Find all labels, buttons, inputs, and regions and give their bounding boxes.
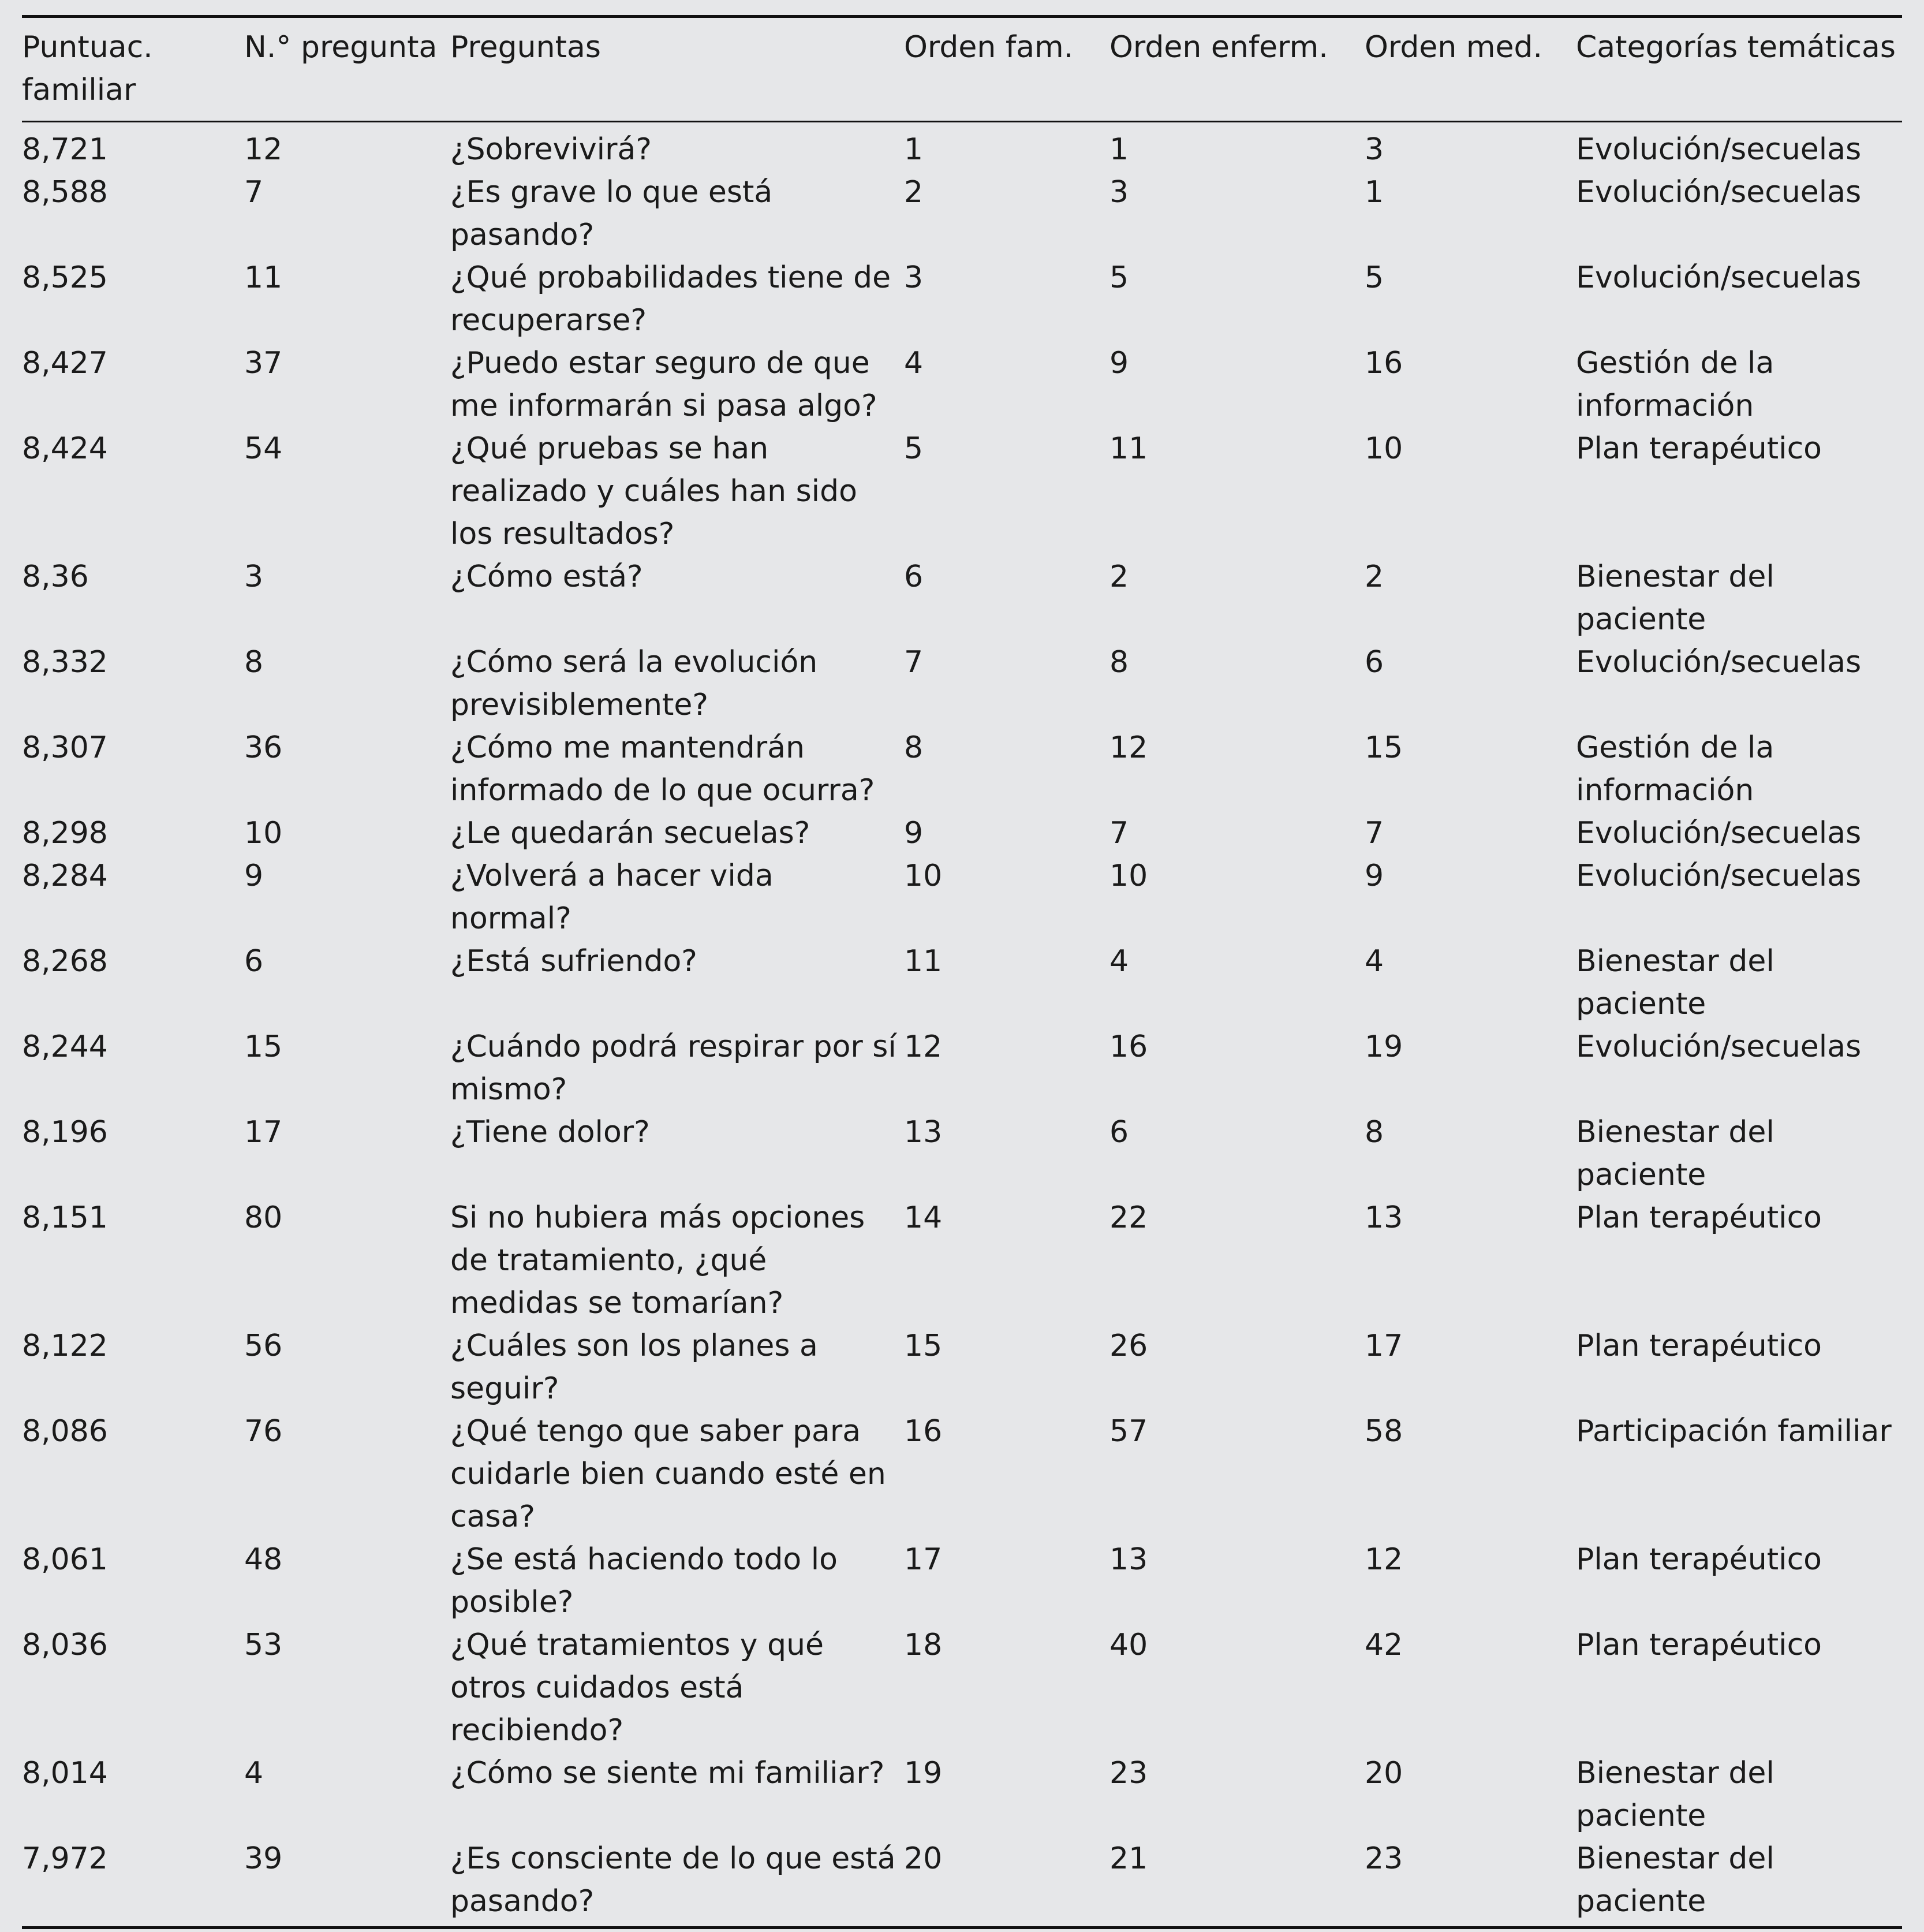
- cell-category: Participación familiar: [1576, 1414, 1892, 1449]
- cell-order-doctor: 58: [1365, 1414, 1403, 1449]
- cell-question: ¿Cómo se siente mi familiar?: [450, 1756, 885, 1791]
- cell-order-doctor: 6: [1365, 645, 1384, 680]
- cell-order-family: 18: [904, 1628, 943, 1662]
- cell-order-nurse: 12: [1109, 730, 1148, 765]
- cell-question-number: 54: [244, 431, 283, 466]
- cell-order-nurse: 22: [1109, 1200, 1148, 1235]
- header-row: [22, 18, 1902, 121]
- cell-category: Evolución/secuelas: [1576, 132, 1862, 167]
- cell-order-doctor: 23: [1365, 1841, 1403, 1876]
- cell-question: ¿Tiene dolor?: [450, 1115, 650, 1150]
- cell-category: Bienestar del paciente: [1576, 1756, 1774, 1833]
- cell-order-nurse: 2: [1109, 560, 1129, 594]
- cell-category: Plan terapéutico: [1576, 431, 1822, 466]
- cell-category: Plan terapéutico: [1576, 1628, 1822, 1662]
- cell-order-doctor: 2: [1365, 560, 1384, 594]
- table-row: [22, 641, 1902, 726]
- table-row: [22, 1837, 1902, 1926]
- cell-category: Evolución/secuelas: [1576, 175, 1862, 210]
- cell-category: Evolución/secuelas: [1576, 859, 1862, 893]
- cell-order-doctor: 17: [1365, 1329, 1403, 1363]
- cell-question-number: 15: [244, 1030, 283, 1064]
- cell-question: ¿Es consciente de lo que está pasando?: [450, 1841, 896, 1919]
- cell-order-family: 12: [904, 1030, 943, 1064]
- cell-score: 8,298: [22, 816, 108, 851]
- cell-question: ¿Volverá a hacer vida normal?: [450, 859, 774, 936]
- cell-category: Evolución/secuelas: [1576, 1030, 1862, 1064]
- cell-order-family: 20: [904, 1841, 943, 1876]
- cell-order-doctor: 20: [1365, 1756, 1403, 1791]
- cell-score: 8,086: [22, 1414, 108, 1449]
- cell-order-family: 13: [904, 1115, 943, 1150]
- cell-score: 8,588: [22, 175, 108, 210]
- cell-order-family: 7: [904, 645, 924, 680]
- cell-order-doctor: 19: [1365, 1030, 1403, 1064]
- cell-order-doctor: 42: [1365, 1628, 1403, 1662]
- cell-order-family: 6: [904, 560, 924, 594]
- cell-question: ¿Puedo estar seguro de que me informarán si pasa algo?: [450, 346, 877, 423]
- cell-order-family: 15: [904, 1329, 943, 1363]
- cell-order-nurse: 26: [1109, 1329, 1148, 1363]
- cell-question: ¿Le quedarán secuelas?: [450, 816, 810, 851]
- cell-order-nurse: 5: [1109, 260, 1129, 295]
- cell-order-family: 19: [904, 1756, 943, 1791]
- table-row: [22, 1025, 1902, 1111]
- cell-order-family: 2: [904, 175, 924, 210]
- cell-question-number: 17: [244, 1115, 283, 1150]
- cell-category: Bienestar del paciente: [1576, 1841, 1774, 1919]
- cell-category: Evolución/secuelas: [1576, 645, 1862, 680]
- cell-order-family: 17: [904, 1542, 943, 1577]
- table-row: [22, 1325, 1902, 1410]
- cell-order-family: 9: [904, 816, 924, 851]
- header-question: Preguntas: [450, 30, 601, 65]
- table-row: [22, 940, 1902, 1025]
- cell-question-number: 6: [244, 944, 264, 979]
- cell-order-nurse: 9: [1109, 346, 1129, 381]
- cell-order-family: 4: [904, 346, 924, 381]
- cell-order-nurse: 6: [1109, 1115, 1129, 1150]
- cell-score: 8,307: [22, 730, 108, 765]
- cell-score: 8,427: [22, 346, 108, 381]
- cell-question: ¿Qué tengo que saber para cuidarle bien cuando esté en casa?: [450, 1414, 886, 1534]
- cell-question-number: 76: [244, 1414, 283, 1449]
- header-score: Puntuac. familiar: [22, 30, 153, 107]
- cell-score: 8,014: [22, 1756, 108, 1791]
- cell-category: Plan terapéutico: [1576, 1542, 1822, 1577]
- cell-order-family: 1: [904, 132, 924, 167]
- cell-order-doctor: 4: [1365, 944, 1384, 979]
- cell-score: 8,122: [22, 1329, 108, 1363]
- cell-order-doctor: 9: [1365, 859, 1384, 893]
- cell-question-number: 12: [244, 132, 283, 167]
- cell-order-doctor: 10: [1365, 431, 1403, 466]
- cell-question-number: 11: [244, 260, 283, 295]
- cell-score: 8,268: [22, 944, 108, 979]
- cell-order-nurse: 13: [1109, 1542, 1148, 1577]
- cell-order-nurse: 11: [1109, 431, 1148, 466]
- cell-order-family: 8: [904, 730, 924, 765]
- table-row: [22, 812, 1902, 855]
- cell-category: Evolución/secuelas: [1576, 260, 1862, 295]
- cell-question: ¿Se está haciendo todo lo posible?: [450, 1542, 838, 1620]
- cell-question-number: 36: [244, 730, 283, 765]
- table-row: [22, 1111, 1902, 1196]
- table-header: [22, 18, 1902, 121]
- cell-question-number: 9: [244, 859, 264, 893]
- cell-category: Bienestar del paciente: [1576, 944, 1774, 1021]
- cell-question-number: 80: [244, 1200, 283, 1235]
- header-order-nurse: Orden enferm.: [1109, 30, 1328, 65]
- header-question-number: N.° pregunta: [244, 30, 438, 65]
- cell-order-nurse: 21: [1109, 1841, 1148, 1876]
- header-order-family: Orden fam.: [904, 30, 1074, 65]
- table-row: [22, 1196, 1902, 1325]
- questions-table: [22, 18, 1902, 121]
- table-bottom-rule: [22, 1926, 1902, 1929]
- cell-question-number: 4: [244, 1756, 264, 1791]
- cell-order-doctor: 7: [1365, 816, 1384, 851]
- cell-question-number: 7: [244, 175, 264, 210]
- cell-order-family: 10: [904, 859, 943, 893]
- cell-order-nurse: 8: [1109, 645, 1129, 680]
- table-row: [22, 1624, 1902, 1752]
- cell-score: 8,196: [22, 1115, 108, 1150]
- cell-order-nurse: 10: [1109, 859, 1148, 893]
- table-body: [22, 122, 1902, 1926]
- cell-order-family: 3: [904, 260, 924, 295]
- cell-question-number: 56: [244, 1329, 283, 1363]
- header-order-doctor: Orden med.: [1365, 30, 1543, 65]
- table-row: [22, 342, 1902, 427]
- cell-order-doctor: 12: [1365, 1542, 1403, 1577]
- cell-category: Bienestar del paciente: [1576, 560, 1774, 637]
- cell-order-doctor: 5: [1365, 260, 1384, 295]
- cell-question: ¿Cuáles son los planes a seguir?: [450, 1329, 818, 1406]
- cell-order-doctor: 15: [1365, 730, 1403, 765]
- cell-order-doctor: 1: [1365, 175, 1384, 210]
- cell-category: Evolución/secuelas: [1576, 816, 1862, 851]
- cell-question: ¿Qué pruebas se han realizado y cuáles han sido los resultados?: [450, 431, 857, 551]
- cell-score: 7,972: [22, 1841, 108, 1876]
- table-row: [22, 726, 1902, 812]
- cell-score: 8,424: [22, 431, 108, 466]
- cell-category: Gestión de la información: [1576, 730, 1774, 808]
- cell-score: 8,284: [22, 859, 108, 893]
- cell-score: 8,332: [22, 645, 108, 680]
- cell-question: ¿Es grave lo que está pasando?: [450, 175, 773, 252]
- cell-question: ¿Cuándo podrá respirar por sí mismo?: [450, 1030, 896, 1107]
- table-row: [22, 256, 1902, 342]
- header-category: Categorías temáticas: [1576, 30, 1896, 65]
- cell-score: 8,36: [22, 560, 89, 594]
- cell-order-family: 16: [904, 1414, 943, 1449]
- cell-question: ¿Cómo me mantendrán informado de lo que ocurra?: [450, 730, 875, 808]
- cell-score: 8,151: [22, 1200, 108, 1235]
- cell-question-number: 10: [244, 816, 283, 851]
- cell-question-number: 8: [244, 645, 264, 680]
- cell-order-nurse: 40: [1109, 1628, 1148, 1662]
- cell-question-number: 3: [244, 560, 264, 594]
- cell-category: Plan terapéutico: [1576, 1329, 1822, 1363]
- cell-order-doctor: 16: [1365, 346, 1403, 381]
- table-row: [22, 1752, 1902, 1837]
- cell-score: 8,036: [22, 1628, 108, 1662]
- table-row: [22, 1410, 1902, 1538]
- cell-question-number: 48: [244, 1542, 283, 1577]
- cell-order-doctor: 8: [1365, 1115, 1384, 1150]
- questions-table-container: [22, 15, 1902, 1929]
- cell-score: 8,061: [22, 1542, 108, 1577]
- cell-question: ¿Sobrevivirá?: [450, 132, 652, 167]
- cell-question: ¿Qué tratamientos y qué otros cuidados está recibiendo?: [450, 1628, 824, 1748]
- cell-score: 8,525: [22, 260, 108, 295]
- cell-order-nurse: 23: [1109, 1756, 1148, 1791]
- questions-table-body: [22, 122, 1902, 1926]
- table-row: [22, 1538, 1902, 1624]
- cell-question: Si no hubiera más opciones de tratamiento, ¿qué medidas se tomarían?: [450, 1200, 865, 1321]
- cell-order-nurse: 4: [1109, 944, 1129, 979]
- cell-order-family: 14: [904, 1200, 943, 1235]
- cell-question-number: 53: [244, 1628, 283, 1662]
- cell-question-number: 39: [244, 1841, 283, 1876]
- cell-category: Plan terapéutico: [1576, 1200, 1822, 1235]
- cell-order-nurse: 1: [1109, 132, 1129, 167]
- cell-question: ¿Cómo será la evolución previsiblemente?: [450, 645, 818, 722]
- cell-order-nurse: 3: [1109, 175, 1129, 210]
- cell-order-nurse: 7: [1109, 816, 1129, 851]
- cell-order-family: 5: [904, 431, 924, 466]
- cell-question: ¿Qué probabilidades tiene de recuperarse?: [450, 260, 891, 338]
- cell-order-doctor: 13: [1365, 1200, 1403, 1235]
- cell-question-number: 37: [244, 346, 283, 381]
- cell-order-family: 11: [904, 944, 943, 979]
- table-row: [22, 171, 1902, 256]
- cell-order-doctor: 3: [1365, 132, 1384, 167]
- cell-category: Bienestar del paciente: [1576, 1115, 1774, 1192]
- cell-question: ¿Está sufriendo?: [450, 944, 697, 979]
- table-row: [22, 855, 1902, 940]
- cell-score: 8,721: [22, 132, 108, 167]
- table-row: [22, 555, 1902, 641]
- cell-category: Gestión de la información: [1576, 346, 1774, 423]
- table-row: [22, 427, 1902, 555]
- cell-question: ¿Cómo está?: [450, 560, 643, 594]
- cell-order-nurse: 16: [1109, 1030, 1148, 1064]
- cell-order-nurse: 57: [1109, 1414, 1148, 1449]
- cell-score: 8,244: [22, 1030, 108, 1064]
- table-row: [22, 122, 1902, 171]
